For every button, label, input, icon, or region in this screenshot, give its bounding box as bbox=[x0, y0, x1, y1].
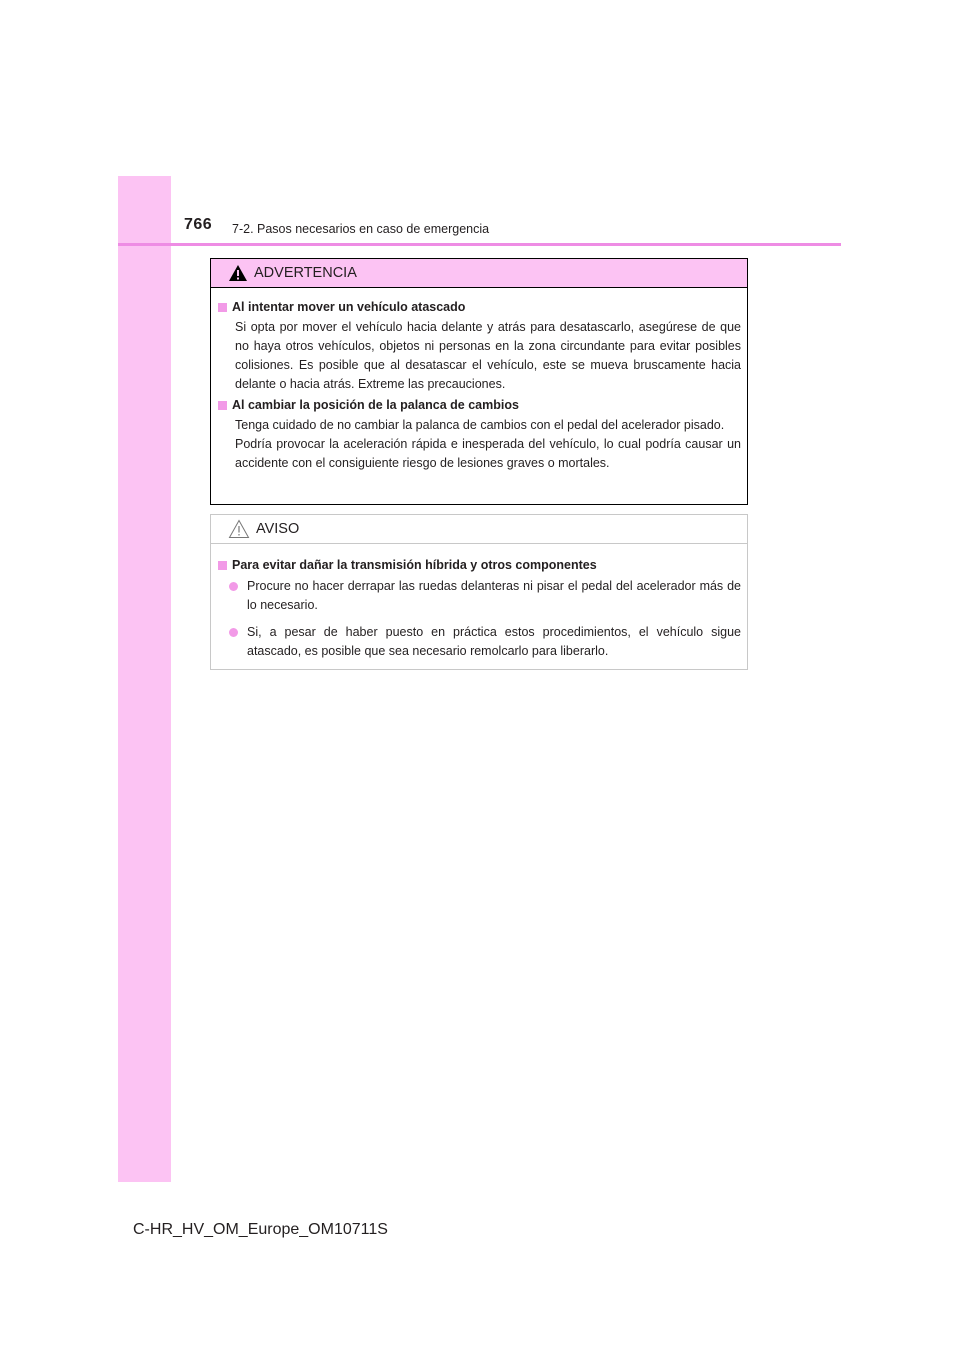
notice-bullet: Procure no hacer derrapar las ruedas delanteras ni pisar el pedal del acelerador más de lo necesario. bbox=[217, 577, 741, 615]
warning-item-heading: Al cambiar la posición de la palanca de cambios bbox=[217, 398, 741, 412]
round-bullet-icon bbox=[229, 628, 238, 637]
warning-title: ADVERTENCIA bbox=[254, 265, 357, 281]
warning-box-header bbox=[211, 259, 747, 288]
warning-item-paragraph: Si opta por mover el vehículo hacia delante y atrás para desatascarlo, asegúrese de que no haya otros vehículos, objetos ni personas en la zona circundante para evitar posibles colisiones. Es posible que al desatascar el vehículo, este se mueva bruscamente hacia delante o hacia atrás. Extreme las precauciones. bbox=[235, 320, 741, 391]
square-bullet-icon bbox=[218, 561, 227, 570]
notice-item-heading: Para evitar dañar la transmisión híbrida y otros componentes bbox=[217, 558, 741, 572]
square-bullet-icon bbox=[218, 401, 227, 410]
notice-body bbox=[211, 544, 747, 661]
warning-item-paragraph: Tenga cuidado de no cambiar la palanca de cambios con el pedal del acelerador pisado. bbox=[235, 418, 725, 432]
notice-box bbox=[210, 514, 748, 670]
round-bullet-icon bbox=[229, 582, 238, 591]
warning-item-heading: Al intentar mover un vehículo atascado bbox=[217, 300, 741, 314]
warning-body bbox=[211, 288, 747, 473]
header-rule bbox=[118, 243, 841, 246]
warning-triangle-outline-icon bbox=[228, 519, 250, 539]
footer-doc-code: C-HR_HV_OM_Europe_OM10711S bbox=[133, 1221, 388, 1238]
warning-triangle-filled-icon bbox=[228, 264, 248, 282]
side-tab-band bbox=[118, 176, 171, 1182]
notice-title: AVISO bbox=[256, 521, 300, 537]
warning-box bbox=[210, 258, 748, 505]
warning-item-paragraph: Podría provocar la aceleración rápida e inesperada del vehículo, lo cual podría causar un accidente con el consiguiente riesgo de lesiones graves o mortales. bbox=[235, 437, 741, 470]
square-bullet-icon bbox=[218, 303, 227, 312]
section-title: 7-2. Pasos necesarios en caso de emergencia bbox=[232, 222, 490, 236]
notice-bullet: Si, a pesar de haber puesto en práctica estos procedimientos, el vehículo sigue atascado, es posible que sea necesario remolcarlo para liberarlo. bbox=[217, 623, 741, 661]
page-number: 766 bbox=[184, 216, 213, 233]
notice-box-header bbox=[211, 515, 747, 544]
